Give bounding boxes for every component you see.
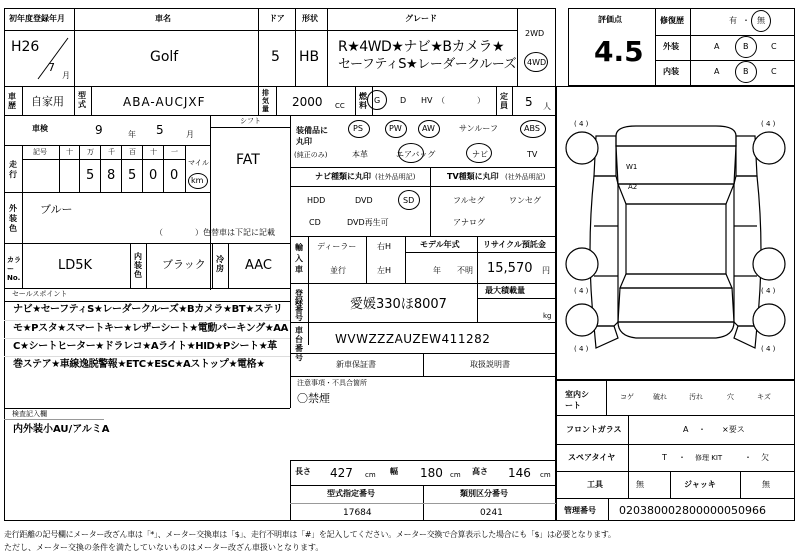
score-value: 4.5 — [594, 35, 644, 68]
score-label: 評価点 — [598, 15, 622, 24]
notes-label: 注意事項・不具合箇所 — [297, 379, 367, 387]
car-diagram-icon — [556, 86, 795, 380]
jack-label: ジャッキ — [684, 480, 716, 489]
fuel-hv: HV — [421, 96, 433, 105]
type-number-value: 17684 — [343, 508, 372, 518]
model-year-unit: 年 — [433, 266, 441, 275]
width-value: 180 — [420, 466, 443, 480]
repaint-note: （ ）色替車は下記に記載 — [155, 228, 275, 237]
equipment-label: 装備品に丸印 — [296, 126, 328, 146]
svg-text:( 4 ): ( 4 ) — [761, 120, 776, 128]
svg-text:( 4 ): ( 4 ) — [761, 345, 776, 353]
tv-oneseg: ワンセグ — [509, 196, 541, 205]
model-year-unknown: 不明 — [457, 266, 473, 275]
load-unit: kg — [543, 312, 552, 320]
mileage-header-1: 十 — [66, 148, 73, 156]
navi-label: ナビ種類に丸印 — [315, 172, 371, 181]
displacement-unit: CC — [335, 102, 345, 110]
notes-value: 〇禁煙 — [297, 392, 330, 405]
doors-label: ドア — [269, 14, 285, 23]
svg-text:( 4 ): ( 4 ) — [574, 287, 589, 295]
displacement-label: 排気量 — [262, 89, 269, 113]
exterior-c: C — [771, 42, 777, 51]
fuel-d: D — [400, 96, 407, 105]
first-reg-label: 初年度登録年月 — [9, 14, 65, 23]
tv-label: TV種類に丸印 — [447, 172, 499, 181]
mileage-header-5: 十 — [150, 148, 157, 156]
capacity-unit: 人 — [543, 102, 551, 111]
navi-cd: CD — [309, 218, 321, 227]
tv-sub: (社外品明記) — [505, 173, 546, 181]
shape-label: 形状 — [302, 14, 318, 23]
mileage-label: 走行 — [9, 160, 17, 179]
interior-item-dirt: 汚れ — [689, 393, 703, 401]
tools-label: 工具 — [587, 480, 603, 489]
width-unit: cm — [450, 471, 461, 479]
length-unit: cm — [365, 471, 376, 479]
repair-label: 修復歴 — [660, 16, 684, 25]
import-left-h: 左H — [377, 266, 392, 275]
length-label: 長さ — [295, 467, 311, 476]
warranty-manual: 取扱説明書 — [470, 360, 510, 369]
equipment-sub: (純正のみ) — [294, 151, 328, 159]
ac-label: 冷房 — [216, 255, 224, 273]
mileage-header-6: 一 — [171, 148, 178, 156]
fuel-g: G — [374, 96, 381, 105]
glass-sep: ・ — [698, 425, 706, 434]
displacement-value: 2000 — [292, 95, 323, 109]
shape-value: HB — [299, 49, 320, 65]
grade-label: グレード — [405, 14, 437, 23]
navi-dvd-play: DVD再生可 — [347, 218, 389, 227]
equip-sunroof: サンルーフ — [459, 124, 498, 133]
color-code-label: カラーNo. — [7, 256, 21, 282]
exterior-a: A — [714, 42, 720, 51]
mileage-header-4: 百 — [129, 148, 136, 156]
tv-analog: アナログ — [453, 218, 485, 227]
color-label: 外装色 — [9, 204, 17, 233]
sales-line-1: ナビ★セーフティS★レーダークルーズ★Bカメラ★BT★ステリ — [13, 304, 283, 315]
equip-pw: PW — [389, 124, 402, 133]
registration-label: 登録番号 — [295, 289, 303, 322]
fuel-label: 燃料 — [359, 92, 367, 110]
shift-label: シフト — [240, 117, 261, 125]
interior-color-label: 内装色 — [134, 252, 142, 279]
color-code-value: LD5K — [58, 258, 93, 273]
mileage-header-0: 記号 — [33, 148, 47, 156]
chassis-value: WVWZZZAUZEW411282 — [335, 332, 491, 346]
length-value: 427 — [330, 466, 353, 480]
glass-label: フロントガラス — [566, 425, 622, 434]
exterior-b: B — [743, 42, 749, 51]
drive-4wd: 4WD — [527, 58, 547, 67]
tools-value: 無 — [636, 480, 644, 489]
interior-label: 内装 — [663, 67, 679, 76]
ac-value: AAC — [245, 258, 272, 273]
interior-item-scratch: キズ — [757, 393, 771, 401]
height-label: 高さ — [472, 467, 488, 476]
capacity-label: 定員 — [500, 92, 508, 110]
mgmt-value: 020380002800000050966 — [619, 504, 766, 517]
repair-sep: ・ — [742, 16, 750, 25]
equip-ps: PS — [353, 124, 363, 133]
recycle-label: リサイクル預託金 — [483, 240, 546, 249]
warranty-new-car: 新車保証書 — [336, 360, 376, 369]
mileage-header-3: 千 — [108, 148, 115, 156]
mileage-header-2: 万 — [87, 148, 94, 156]
tv-fullseg: フルセグ — [453, 196, 485, 205]
footer-line-2: ただし、メーター交換の条件を満たしていないものはメーター改ざん車扱いとなります。 — [4, 543, 324, 552]
sales-line-3: C★シートヒーター★ドラレコ★Aライト★HID★Pシート★革 — [13, 341, 277, 352]
spare-sep1: ・ — [678, 453, 686, 462]
inspection-year-unit: 年 — [128, 130, 136, 139]
width-label: 幅 — [390, 467, 398, 476]
inspection-month: 5 — [156, 123, 164, 137]
jack-value: 無 — [762, 480, 770, 489]
inspection-year: 9 — [95, 123, 103, 137]
mile-label: マイル — [188, 159, 209, 167]
load-label: 最大積載量 — [485, 286, 525, 295]
inspector-label: 検査記入欄 — [12, 410, 47, 418]
height-unit: cm — [540, 471, 551, 479]
sales-points-label: セールスポイント — [12, 290, 68, 298]
svg-text:W1: W1 — [626, 163, 638, 171]
mileage-digit-4: 5 — [128, 168, 137, 183]
svg-text:( 4 ): ( 4 ) — [761, 287, 776, 295]
inspection-month-unit: 月 — [186, 130, 194, 139]
class-number-label: 類別区分番号 — [460, 489, 508, 498]
interior-seat-label: 室内シート — [565, 390, 589, 410]
navi-sd: SD — [403, 196, 415, 205]
mileage-digit-3: 8 — [107, 168, 116, 183]
import-parallel: 並行 — [330, 266, 346, 275]
glass-a: A — [683, 425, 689, 434]
km-unit: km — [191, 176, 204, 185]
first-reg-era: H26 — [11, 39, 40, 55]
chassis-label: 車台番号 — [295, 326, 303, 362]
mileage-digit-6: 0 — [170, 168, 179, 183]
registration-value: 愛媛330ほ8007 — [350, 297, 447, 312]
interior-item-tear: 破れ — [653, 393, 667, 401]
import-dealer: ディーラー — [317, 242, 357, 251]
spare-repair: 修理 KIT — [695, 454, 723, 462]
interior-color-value: ブラック — [162, 258, 206, 271]
doors-value: 5 — [271, 49, 280, 65]
interior-b: B — [743, 67, 749, 76]
glass-x: ×要ス — [722, 425, 745, 434]
navi-sub: (社外品明記) — [375, 173, 416, 181]
equip-aw: AW — [422, 124, 435, 133]
grade-line1: R★4WD★ナビ★Bカメラ★ — [338, 39, 505, 55]
import-label: 輸入車 — [295, 243, 303, 274]
sales-line-4: 巻ステア★車線逸脱警報★ETC★ESC★Aストップ★電格★ — [13, 359, 265, 370]
usage-value: 自家用 — [31, 95, 64, 108]
model-year-label: モデル年式 — [420, 240, 460, 249]
sales-line-2: モ★Pスタ★スマートキー★レザーシート★電動パーキング★AA — [13, 323, 288, 334]
navi-hdd: HDD — [307, 196, 326, 205]
shift-value: FAT — [236, 152, 260, 168]
type-number-label: 型式指定番号 — [327, 489, 375, 498]
grade-line2: セーフティS★レーダークルーズ — [338, 57, 517, 72]
equip-leather: 本革 — [352, 150, 368, 159]
svg-text:( 4 ): ( 4 ) — [574, 120, 589, 128]
color-value: ブルー — [40, 203, 73, 216]
repair-no: 無 — [757, 16, 765, 25]
first-reg-month: 7 — [48, 61, 55, 74]
mileage-digit-5: 0 — [149, 168, 158, 183]
model-label: 車名 — [155, 14, 171, 23]
first-reg-month-unit: 月 — [62, 71, 70, 80]
type-label: 型式 — [78, 91, 86, 109]
interior-item-burn: コゲ — [620, 393, 634, 401]
repair-yes: 有 — [729, 16, 737, 25]
navi-dvd: DVD — [355, 196, 373, 205]
spare-none: 欠 — [761, 453, 769, 462]
svg-text:A2: A2 — [628, 183, 638, 191]
equip-abs: ABS — [524, 124, 540, 133]
import-right-h: 右H — [377, 242, 392, 251]
fuel-other: （ ） — [437, 96, 485, 105]
drive-2wd: 2WD — [525, 29, 545, 38]
equip-airbag: エアバッグ — [396, 150, 436, 159]
spare-label: スペアタイヤ — [568, 453, 616, 462]
mileage-digit-2: 5 — [86, 168, 95, 183]
class-number-value: 0241 — [480, 508, 503, 518]
recycle-value: 15,570 — [487, 261, 533, 276]
spare-sep2: ・ — [744, 453, 752, 462]
capacity-value: 5 — [525, 95, 533, 109]
svg-text:( 4 ): ( 4 ) — [574, 345, 589, 353]
model-code: ABA-AUCJXF — [123, 95, 206, 109]
recycle-unit: 円 — [542, 266, 550, 275]
exterior-label: 外装 — [663, 42, 679, 51]
inspection-label: 車検 — [32, 124, 48, 133]
mgmt-label: 管理番号 — [564, 506, 596, 515]
inspector-value: 内外装小AU/アルミA — [13, 424, 110, 435]
interior-item-hole: 穴 — [727, 393, 734, 401]
equip-navi: ナビ — [472, 150, 488, 159]
equip-tv: TV — [527, 150, 538, 159]
interior-c: C — [771, 67, 777, 76]
height-value: 146 — [508, 466, 531, 480]
usage-label: 車歴 — [8, 92, 16, 110]
interior-a: A — [714, 67, 720, 76]
spare-t: T — [662, 453, 667, 462]
model-name: Golf — [150, 49, 179, 65]
footer-line-1: 走行距離の記号欄にメーター改ざん車は「*」、メーター交換車は「$」、走行不明車は「#」を記入してください。メーター交換で合算表示した場合にも「$」は必要となります。 — [4, 530, 616, 539]
